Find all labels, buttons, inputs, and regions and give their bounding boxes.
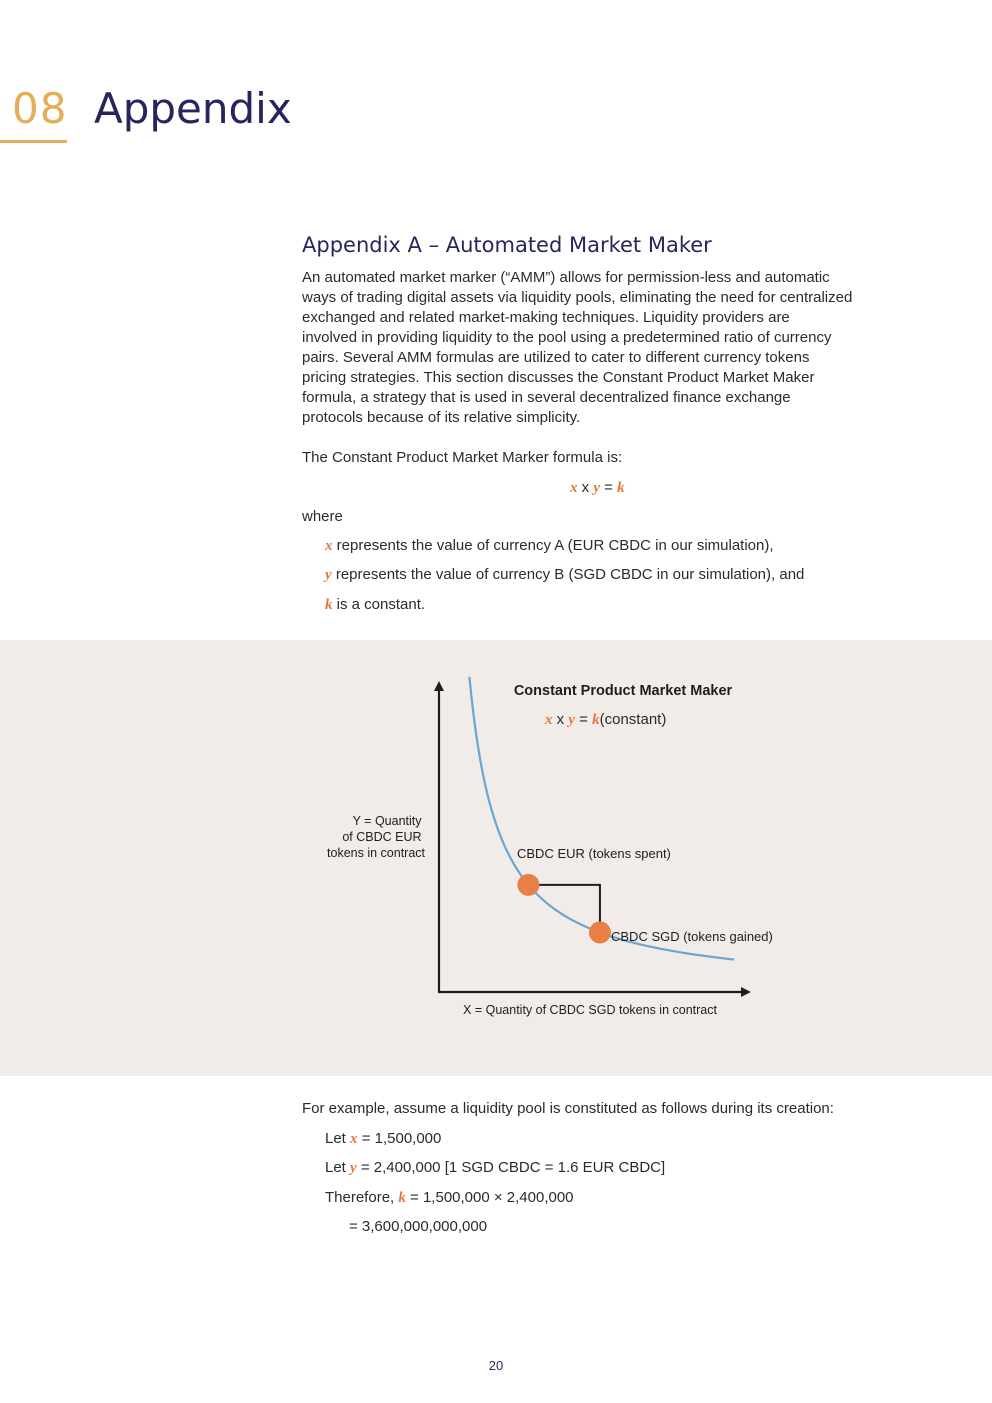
subtitle-var-x: x xyxy=(545,712,553,728)
chapter-number: 08 xyxy=(12,84,68,133)
chart-title: Constant Product Market Maker xyxy=(513,683,733,699)
definition-x xyxy=(325,536,774,556)
subtitle-equals: = xyxy=(575,711,593,728)
subtitle-var-y: y xyxy=(568,712,576,728)
definition-text: is a constant. xyxy=(336,596,426,613)
point-eur-spent xyxy=(517,874,539,896)
y-axis-label-line: of CBDC EUR xyxy=(342,830,422,844)
intro-line: involved in providing liquidity to the pool using a predetermined ratio of currency xyxy=(302,329,832,346)
example-var: y xyxy=(350,1160,357,1176)
chart-subtitle xyxy=(544,711,666,728)
point-sgd-gained xyxy=(589,921,611,943)
intro-line: formula, a strategy that is used in several decentralized finance exchange xyxy=(302,389,791,406)
example-rest: = 2,400,000 [1 SGD CBDC = 1.6 EUR CBDC] xyxy=(356,1159,666,1176)
y-axis-arrow xyxy=(434,681,444,691)
page-number: 20 xyxy=(488,1358,504,1373)
subtitle-times: x xyxy=(552,711,569,728)
definition-var: k xyxy=(325,597,333,613)
trade-step-line xyxy=(528,885,600,933)
definition-text: represents the value of currency A (EUR CBDC in our simulation), xyxy=(336,537,774,554)
example-prefix: Let xyxy=(325,1159,351,1176)
formula-var-x: x xyxy=(570,480,578,496)
intro-line: ways of trading digital assets via liquidity pools, eliminating the need for centralized xyxy=(302,289,853,306)
intro-paragraph xyxy=(302,268,902,428)
intro-line: exchanged and related market-making techniques. Liquidity providers are xyxy=(302,309,790,326)
example-result: = 3,600,000,000,000 xyxy=(349,1218,488,1235)
example-rest: = 1,500,000 × 2,400,000 xyxy=(405,1189,574,1206)
intro-line: pricing strategies. This section discusses the Constant Product Market Maker xyxy=(302,369,815,386)
example-var: k xyxy=(398,1190,406,1206)
intro-line: An automated market marker (“AMM”) allows for permission-less and automatic xyxy=(302,269,830,286)
example-prefix: Let xyxy=(325,1130,351,1147)
formula-var-y: y xyxy=(593,480,601,496)
y-axis-label xyxy=(327,814,425,860)
y-axis-label-line: tokens in contract xyxy=(327,846,425,860)
x-axis-arrow xyxy=(741,987,751,997)
formula-intro: The Constant Product Market Marker formula is: xyxy=(302,449,623,466)
definition-y xyxy=(325,565,804,585)
point-label-sgd: CBDC SGD (tokens gained) xyxy=(611,929,773,944)
formula-var-k: k xyxy=(617,480,625,496)
x-axis-label: X = Quantity of CBDC SGD tokens in contract xyxy=(463,1003,717,1017)
intro-line: protocols because of its relative simplicity. xyxy=(302,409,581,426)
chapter-underline xyxy=(0,140,67,143)
definition-var: y xyxy=(325,567,332,583)
point-label-eur: CBDC EUR (tokens spent) xyxy=(517,846,671,861)
example-var: x xyxy=(350,1131,358,1147)
intro-line: pairs. Several AMM formulas are utilized to cater to different currency tokens xyxy=(302,349,810,366)
subtitle-var-k: k xyxy=(592,712,600,728)
example-intro: For example, assume a liquidity pool is constituted as follows during its creation: xyxy=(302,1100,834,1117)
subtitle-suffix: (constant) xyxy=(599,711,667,728)
example-therefore xyxy=(325,1188,574,1208)
formula-equals: = xyxy=(600,479,618,496)
example-rest: = 1,500,000 xyxy=(357,1130,442,1147)
example-prefix: Therefore, xyxy=(325,1189,399,1206)
chapter-title: Appendix xyxy=(94,84,292,133)
definition-k xyxy=(325,595,425,615)
amm-chart xyxy=(0,640,992,1076)
where-label: where xyxy=(302,508,343,525)
y-axis-label-line: Y = Quantity xyxy=(352,814,422,828)
formula xyxy=(570,478,625,498)
formula-times: x xyxy=(577,479,594,496)
example-let-x xyxy=(325,1129,441,1149)
example-let-y xyxy=(325,1158,665,1178)
section-title: Appendix A – Automated Market Maker xyxy=(302,233,712,257)
definition-text: represents the value of currency B (SGD CBDC in our simulation), and xyxy=(335,566,805,583)
definition-var: x xyxy=(325,538,333,554)
